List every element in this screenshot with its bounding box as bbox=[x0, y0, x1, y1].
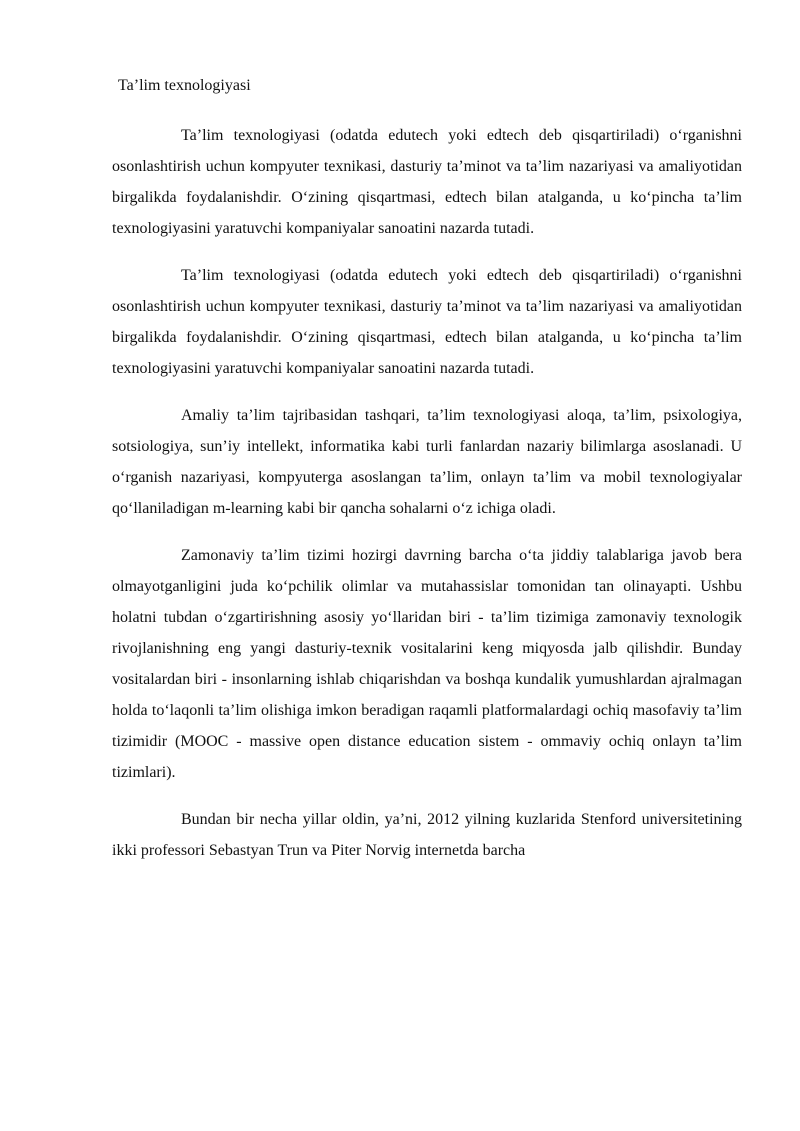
paragraph: Amaliy ta’lim tajribasidan tashqari, ta’lim texnologiyasi aloqa, ta’lim, psixologiya, sotsiologiya, sun’iy intellekt, informatika kabi turli fanlardan nazariy bilimlarga asoslanadi. U o‘rganish nazariyasi, kompyuterga asoslangan ta’lim, onlayn ta’lim va mobil texnologiyalar qo‘llaniladigan m-learning kabi bir qancha sohalarni o‘z ichiga oladi. bbox=[112, 407, 742, 517]
paragraph: Bundan bir necha yillar oldin, ya’ni, 2012 yilning kuzlarida Stenford universitetining ikki professori Sebastyan Trun va Piter Norvig internetda barcha bbox=[112, 811, 742, 859]
document-body bbox=[112, 120, 742, 882]
paragraph: Ta’lim texnologiyasi (odatda edutech yoki edtech deb qisqartiriladi) o‘rganishni osonlashtirish uchun kompyuter texnikasi, dasturiy ta’minot va ta’lim nazariyasi va amaliyotidan birgalikda foydalanishdir. O‘zining qisqartmasi, edtech bilan atalganda, u ko‘pincha ta’lim texnologiyasini yaratuvchi kompaniyalar sanoatini nazarda tutadi. bbox=[112, 127, 742, 237]
paragraph: Zamonaviy ta’lim tizimi hozirgi davrning barcha o‘ta jiddiy talablariga javob bera olmayotganligini juda ko‘pchilik olimlar va mutahassislar tomonidan tan olinayapti. Ushbu holatni tubdan o‘zgartirishning asosiy yo‘llaridan biri - ta’lim tizimiga zamonaviy texnologik rivojlanishning eng yangi dasturiy-texnik vositalarini keng miqyosda jalb qilishdir. Bunday vositalardan biri - insonlarning ishlab chiqarishdan va boshqa kundalik yumushlardan ajralmagan holda to‘laqonli ta’lim olishiga imkon beradigan raqamli platformalardagi ochiq masofaviy ta’lim tizimidir (MOOC - massive open distance education sistem - ommaviy ochiq onlayn ta’lim tizimlari). bbox=[112, 547, 742, 781]
paragraph: Ta’lim texnologiyasi (odatda edutech yoki edtech deb qisqartiriladi) o‘rganishni osonlashtirish uchun kompyuter texnikasi, dasturiy ta’minot va ta’lim nazariyasi va amaliyotidan birgalikda foydalanishdir. O‘zining qisqartmasi, edtech bilan atalganda, u ko‘pincha ta’lim texnologiyasini yaratuvchi kompaniyalar sanoatini nazarda tutadi. bbox=[112, 267, 742, 377]
document-title: Ta’lim texnologiyasi bbox=[118, 77, 251, 94]
